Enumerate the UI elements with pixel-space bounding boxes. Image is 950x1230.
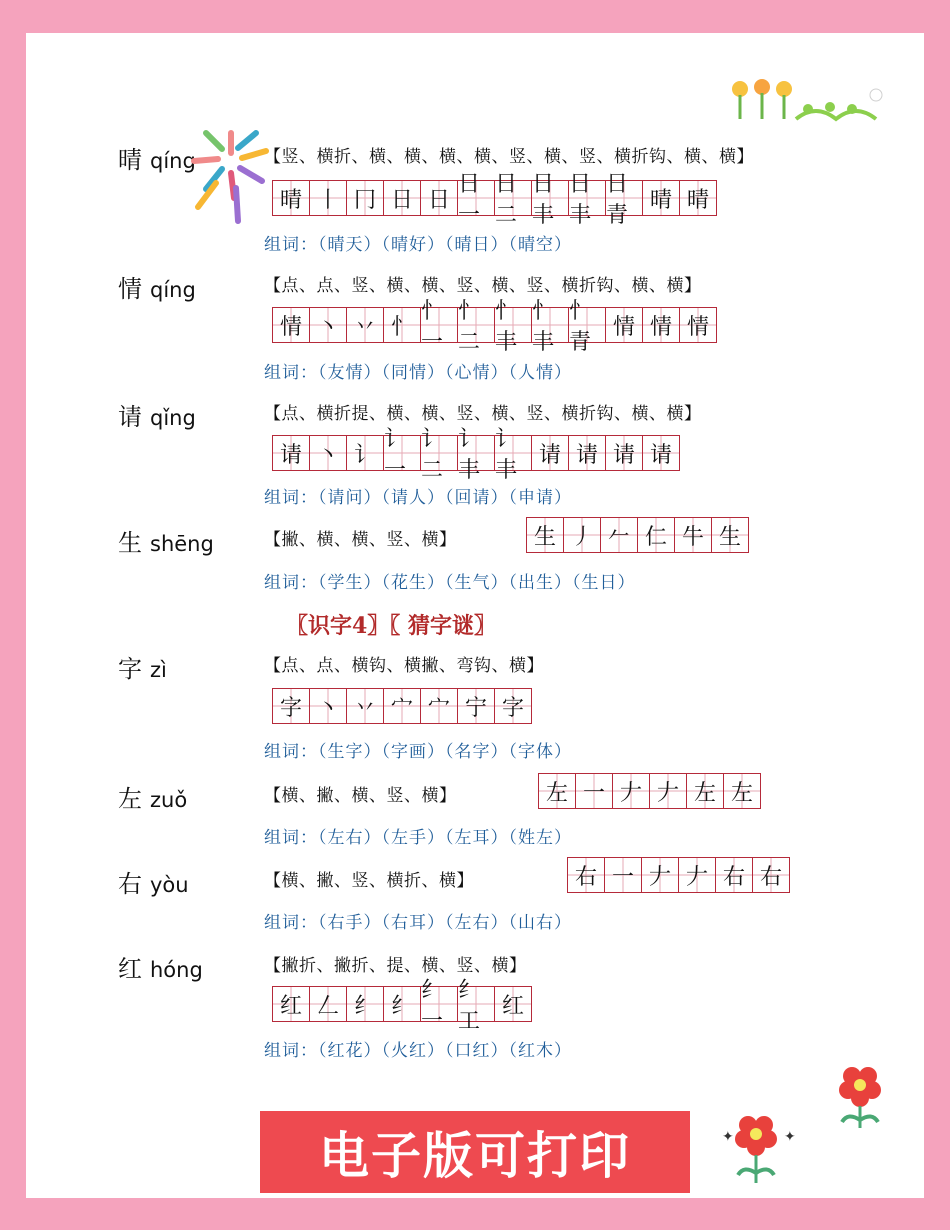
stroke-cell: 𠂇 [613, 774, 650, 808]
stroke-order-text: 【点、点、竖、横、横、竖、横、竖、横折钩、横、横】 [264, 276, 702, 296]
pinyin: zuǒ [150, 788, 188, 812]
stroke-cell: 讠 [347, 436, 384, 470]
stroke-cell: 纟工 [458, 987, 495, 1021]
char-heading [118, 949, 203, 984]
stroke-cell: 请 [643, 436, 679, 470]
printable-banner: 电子版可打印 [260, 1111, 690, 1193]
stroke-cell: 忄 [384, 308, 421, 342]
stroke-cell: 忄二 [458, 308, 495, 342]
worksheet-page [26, 33, 924, 1198]
pinyin: qǐng [150, 406, 196, 430]
pinyin: qíng [150, 278, 196, 302]
stroke-cell: 生 [527, 518, 564, 552]
char-heading [118, 649, 167, 684]
word-examples [264, 823, 572, 848]
stroke-cell: 请 [532, 436, 569, 470]
stroke-grid [272, 427, 680, 483]
word-examples [264, 230, 572, 255]
stroke-cell: 忄一 [421, 308, 458, 342]
words-list: （右手）（右耳）（左右）（山右） [318, 913, 572, 933]
hanzi: 情 [118, 275, 142, 303]
stroke-grid [526, 517, 749, 553]
stroke-cell: 𠂇 [679, 858, 716, 892]
firework-icon [176, 103, 286, 243]
stroke-cell: 情 [273, 308, 310, 342]
pinyin: shēng [150, 532, 214, 556]
stroke-grid [567, 857, 790, 893]
stroke-cell: 请 [606, 436, 643, 470]
stroke-cell: 𠂇 [650, 774, 687, 808]
stroke-order-text: 【竖、横折、横、横、横、横、竖、横、竖、横折钩、横、横】 [264, 147, 754, 167]
stroke-cell: 红 [273, 987, 310, 1021]
section-title: 〖识字4〗〖 猜字谜〗 [286, 613, 496, 639]
words-list: （晴天）（晴好）（晴日）（晴空） [318, 235, 572, 255]
words-label: 组词： [264, 363, 318, 383]
hanzi: 左 [118, 785, 142, 813]
stroke-grid [538, 773, 761, 809]
stroke-cell: 右 [753, 858, 789, 892]
stroke-cell: 讠丰 [495, 436, 532, 470]
stroke-cell: 一 [576, 774, 613, 808]
stroke-cell: 红 [495, 987, 531, 1021]
words-label: 组词： [264, 742, 318, 762]
stroke-cell: 晴 [680, 181, 716, 215]
words-label: 组词： [264, 488, 318, 508]
stroke-order-text: 【撇、横、横、竖、横】 [264, 530, 457, 550]
hanzi: 红 [118, 955, 142, 983]
hanzi: 右 [118, 870, 142, 898]
words-label: 组词： [264, 1041, 318, 1061]
stroke-cell: 左 [539, 774, 576, 808]
svg-text:✦: ✦ [784, 1129, 796, 1145]
stroke-cell: 讠二 [421, 436, 458, 470]
stroke-cell: 丷 [347, 308, 384, 342]
stroke-cell: 冂 [347, 181, 384, 215]
svg-text:✦: ✦ [722, 1129, 734, 1145]
words-list: （请问）（请人）（回请）（申请） [318, 488, 572, 508]
char-heading [118, 397, 196, 432]
words-label: 组词： [264, 913, 318, 933]
char-heading [118, 779, 187, 814]
pinyin: zì [150, 658, 167, 682]
words-label: 组词： [264, 235, 318, 255]
stroke-cell: 日青 [606, 181, 643, 215]
stroke-cell: 忄丰 [495, 308, 532, 342]
hanzi: 生 [118, 529, 142, 557]
stroke-cell: 情 [643, 308, 680, 342]
word-examples [264, 358, 572, 383]
stroke-cell: 生 [712, 518, 748, 552]
stroke-cell: 晴 [273, 181, 310, 215]
stroke-cell: 宁 [458, 689, 495, 723]
stroke-cell: 纟 [347, 987, 384, 1021]
stroke-cell: 日 [421, 181, 458, 215]
pinyin: yòu [150, 873, 189, 897]
stroke-cell: 字 [273, 689, 310, 723]
stroke-cell: 字 [495, 689, 531, 723]
stroke-cell: 丶 [310, 436, 347, 470]
pinyin: hóng [150, 958, 203, 982]
word-examples [264, 737, 572, 762]
stroke-cell: 纟一 [421, 987, 458, 1021]
stroke-cell: 丿 [564, 518, 601, 552]
stroke-cell: 右 [568, 858, 605, 892]
stroke-cell: 讠一 [384, 436, 421, 470]
words-list: （友情）（同情）（心情）（人情） [318, 363, 572, 383]
stroke-cell: 忄青 [569, 308, 606, 342]
flower-icon [822, 1058, 902, 1133]
stroke-grid [272, 172, 717, 228]
stroke-cell: 日丰 [532, 181, 569, 215]
stroke-cell: 丷 [347, 689, 384, 723]
stroke-cell: 情 [606, 308, 643, 342]
stroke-grid [272, 688, 532, 724]
word-examples [264, 483, 572, 508]
flower-icon [714, 1111, 804, 1196]
hanzi: 晴 [118, 146, 142, 174]
tulip-grass-icon [726, 73, 896, 133]
stroke-order-text: 【撇折、撇折、提、横、竖、横】 [264, 956, 527, 976]
stroke-cell: 纟 [384, 987, 421, 1021]
hanzi: 字 [118, 655, 142, 683]
stroke-cell: 晴 [643, 181, 680, 215]
stroke-cell: 右 [716, 858, 753, 892]
words-label: 组词： [264, 573, 318, 593]
char-heading [118, 269, 196, 304]
stroke-cell: 日 [384, 181, 421, 215]
stroke-cell: 左 [687, 774, 724, 808]
words-list: （生字）（字画）（名字）（字体） [318, 742, 572, 762]
stroke-cell: 讠丰 [458, 436, 495, 470]
word-examples [264, 568, 636, 593]
stroke-cell: 丶 [310, 689, 347, 723]
stroke-order-text: 【横、撇、竖、横折、横】 [264, 871, 474, 891]
stroke-cell: 日丰 [569, 181, 606, 215]
stroke-cell: 一 [605, 858, 642, 892]
word-examples [264, 1036, 572, 1061]
stroke-cell: 𠂇 [642, 858, 679, 892]
char-heading [118, 523, 214, 558]
stroke-order-text: 【点、点、横钩、横撇、弯钩、横】 [264, 656, 544, 676]
stroke-cell: 左 [724, 774, 760, 808]
stroke-cell: 丶 [310, 308, 347, 342]
stroke-order-text: 【横、撇、横、竖、横】 [264, 786, 457, 806]
stroke-cell: 宀 [421, 689, 458, 723]
stroke-cell: 丨 [310, 181, 347, 215]
stroke-cell: 𠃋 [310, 987, 347, 1021]
stroke-grid [272, 978, 532, 1034]
stroke-cell: 宀 [384, 689, 421, 723]
words-list: （红花）（火红）（口红）（红木） [318, 1041, 572, 1061]
char-heading [118, 864, 189, 899]
stroke-cell: 情 [680, 308, 716, 342]
word-examples [264, 908, 572, 933]
stroke-cell: 请 [273, 436, 310, 470]
stroke-cell: 日二 [495, 181, 532, 215]
words-label: 组词： [264, 828, 318, 848]
stroke-cell: 请 [569, 436, 606, 470]
stroke-cell: 仁 [638, 518, 675, 552]
pinyin: qíng [150, 149, 196, 173]
words-list: （左右）（左手）（左耳）（姓左） [318, 828, 572, 848]
stroke-cell: 牛 [675, 518, 712, 552]
stroke-order-text: 【点、横折提、横、横、竖、横、竖、横折钩、横、横】 [264, 404, 702, 424]
stroke-cell: 日一 [458, 181, 495, 215]
words-list: （学生）（花生）（生气）（出生）（生日） [318, 573, 636, 593]
stroke-cell: 忄丰 [532, 308, 569, 342]
stroke-cell: 𠂉 [601, 518, 638, 552]
stroke-grid [272, 299, 717, 355]
hanzi: 请 [118, 403, 142, 431]
